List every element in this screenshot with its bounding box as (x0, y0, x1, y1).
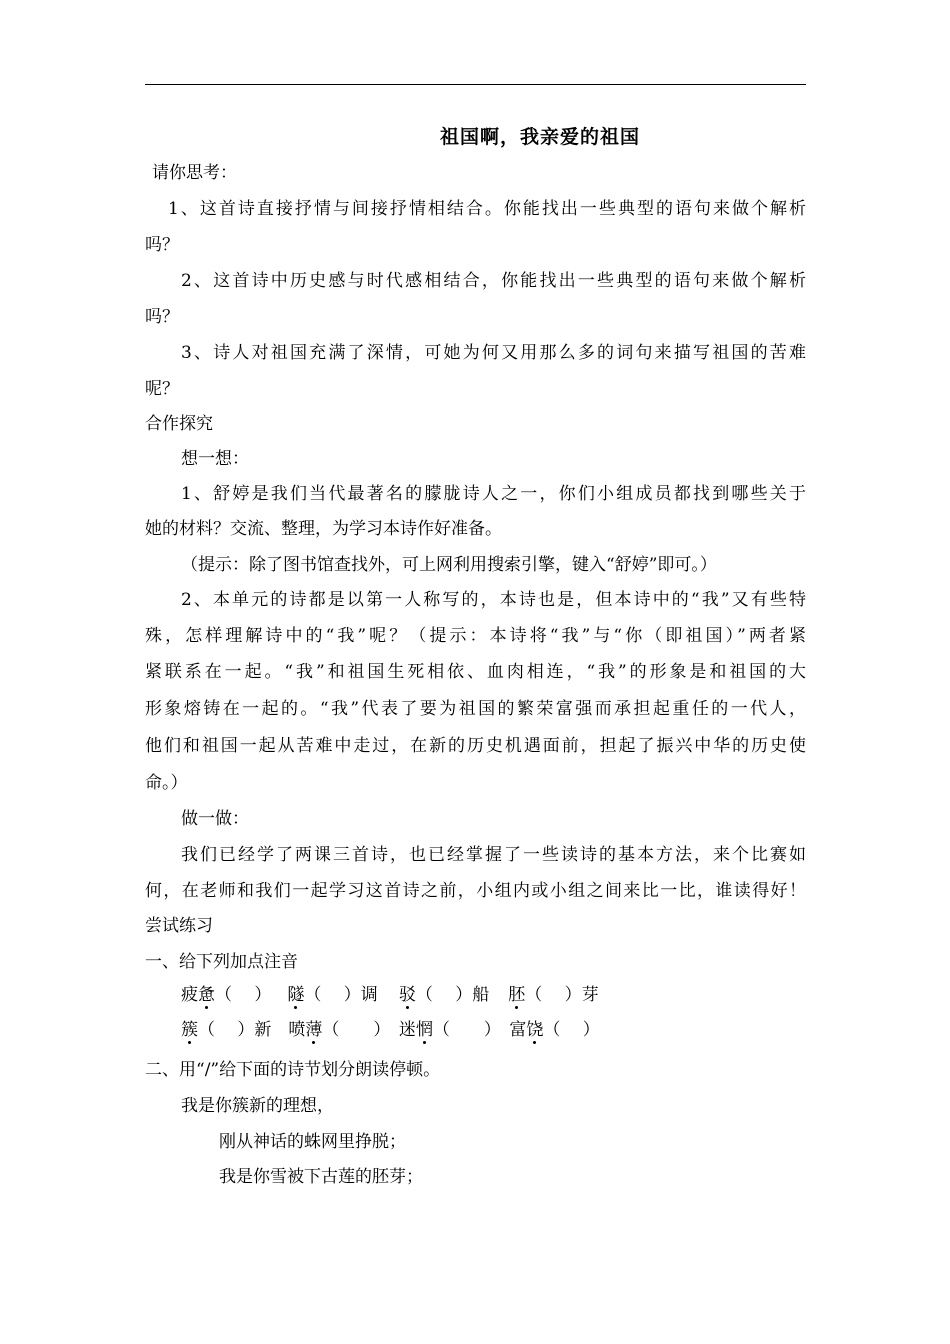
pinyin-item: 疲惫（ ） (181, 985, 272, 1005)
page-title: 祖国啊，我亲爱的祖国 (439, 126, 640, 148)
section-1-heading: 一、给下列加点注音 (145, 952, 298, 972)
coop-p2-line-6: 命。） (145, 773, 188, 793)
poem-line-1: 我是你簇新的理想， (181, 1096, 334, 1116)
question-1-line-2: 吗？ (145, 235, 179, 255)
pinyin-item: 薄（ ） 迷 (305, 1020, 416, 1040)
question-3-line-2: 呢？ (145, 379, 179, 399)
pinyin-item: 胚（ ）芽 (508, 985, 599, 1005)
practice-heading: 尝试练习 (145, 916, 213, 936)
coop-p1-line-1: 1、舒婷是我们当代最著名的朦胧诗人之一，你们小组成员都找到哪些关于 (181, 484, 806, 504)
pinyin-row-2 (181, 1018, 851, 1042)
coop-p1-line-2: 她的材料？交流、整理，为学习本诗作好准备。 (145, 519, 502, 539)
coop-p2-line-4: 形象熔铸在一起的。“我”代表了要为祖国的繁荣富强而承担起重任的一代人， (145, 699, 806, 719)
coop-p2-line-2: 殊，怎样理解诗中的“我”呢？（提示：本诗将“我”与“你（即祖国）”两者紧 (145, 626, 806, 646)
question-1-line-1: 1、这首诗直接抒情与间接抒情相结合。你能找出一些典型的语句来做个解析 (168, 199, 806, 219)
question-2-line-2: 吗？ (145, 307, 179, 327)
coop-p2-line-5: 他们和祖国一起从苦难中走过，在新的历史机遇面前，担起了振兴中华的历史使 (145, 736, 806, 756)
coop-hint-1: （提示：除了图书馆查找外，可上网利用搜索引擎，键入“舒婷”即可。） (181, 555, 717, 575)
pinyin-row-1 (181, 983, 851, 1007)
coop-p2-line-1: 2、本单元的诗都是以第一人称写的，本诗也是，但本诗中的“我”又有些特 (181, 590, 806, 610)
section-2-heading: 二、用“/”给下面的诗节划分朗读停顿。 (145, 1060, 441, 1080)
poem-line-2: 刚从神话的蛛网里挣脱； (219, 1132, 406, 1152)
coop-p3-line-2: 何，在老师和我们一起学习这首诗之前，小组内或小组之间来比一比，谁读得好！ (145, 881, 806, 901)
think-heading: 请你思考： (152, 163, 237, 183)
coop-p2-line-3: 紧联系在一起。“我”和祖国生死相依、血肉相连，“我”的形象是和祖国的大 (145, 662, 806, 682)
poem-line-3: 我是你雪被下古莲的胚芽； (219, 1167, 423, 1187)
think-one-heading: 想一想： (181, 449, 249, 469)
coop-p3-line-1: 我们已经学了两课三首诗，也已经掌握了一些读诗的基本方法，来个比赛如 (181, 845, 806, 865)
pinyin-item: 惘（ ） 富 (415, 1020, 527, 1040)
question-3-line-1: 3、诗人对祖国充满了深情，可她为何又用那么多的词句来描写祖国的苦难 (181, 343, 806, 363)
coop-heading: 合作探究 (145, 414, 213, 434)
question-2-line-1: 2、这首诗中历史感与时代感相结合，你能找出一些典型的语句来做个解析 (181, 271, 806, 291)
header-rule (145, 84, 806, 85)
pinyin-item: 饶（ ） (526, 1020, 600, 1040)
do-one-heading: 做一做： (181, 809, 249, 829)
pinyin-item: 隧（ ）调 (287, 985, 395, 1005)
pinyin-item: 驳（ ）船 (398, 985, 507, 1005)
pinyin-item: 簇（ ）新 喷 (181, 1020, 306, 1040)
